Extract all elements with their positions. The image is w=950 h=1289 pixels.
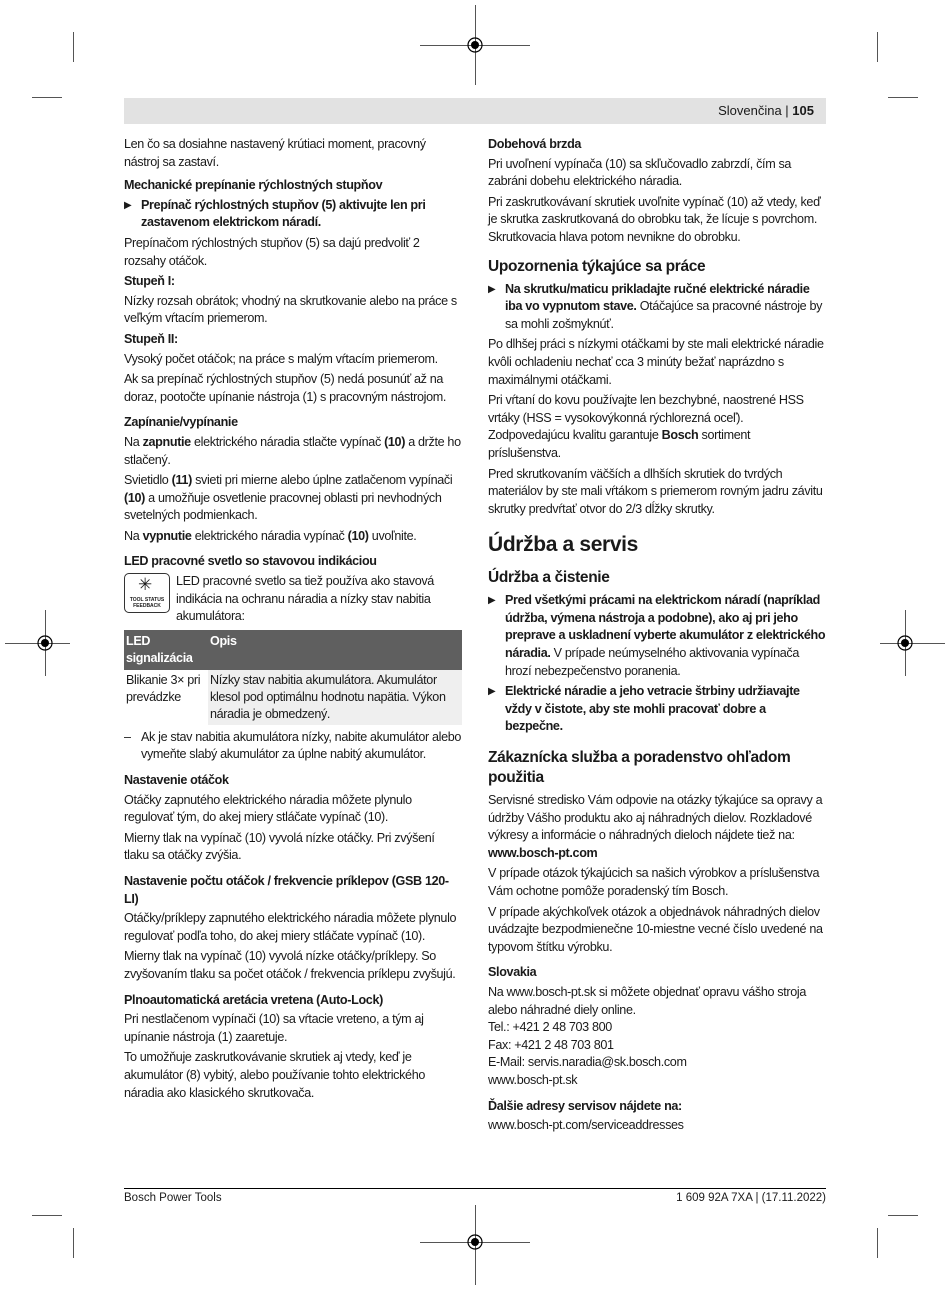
- registration-mark-icon: [895, 633, 915, 653]
- crop-mark: [73, 1228, 74, 1258]
- led-table: [124, 630, 462, 725]
- section-title-cleaning: Údržba a čistenie: [488, 569, 610, 587]
- page-number: 105: [792, 103, 814, 118]
- section-title-mech: Mechanické prepínanie rýchlostných stupňov: [124, 178, 383, 193]
- paragraph: Servisné stredisko Vám odpovie na otázky týkajúce sa opravy a údržby Vášho produktu ako aj náhradných dielov. Rozkladové výkresy a informácie o náhradných dieloch nájdete tiež na: www.bosch-pt.com: [488, 793, 823, 860]
- section-title-autolock: Plnoautomatická aretácia vretena (Auto-Lock): [124, 992, 383, 1007]
- chapter-title: Údržba a servis: [488, 533, 638, 557]
- paragraph: Mierny tlak na vypínač (10) vyvolá nízke otáčky. Pri zvýšení tlaku sa otáčky zvýšia.: [124, 830, 435, 863]
- paragraph: Otáčky/príklepy zapnutého elektrického náradia môžete plynulo regulovať podľa toho, do akej miery stláčate vypínač (10).: [124, 911, 457, 943]
- paragraph: Pri zaskrutkovávaní skrutiek uvoľnite vypínač (10) až vtedy, keď je skrutka zaskrutkovaná do obrobku tak, že lícuje s povrchom. Skrutkovacia hlava potom nevnikne do obrobku.: [488, 194, 821, 244]
- paragraph: Ak sa prepínač rýchlostných stupňov (5) nedá posunúť až na doraz, pootočte upínanie nástroja (1) s pracovným nástrojom.: [124, 372, 447, 404]
- paragraph: Pri nestlačenom vypínači (10) sa vŕtacie vreteno, a tým aj upínanie nástroja (1) zaaretuje.: [124, 1012, 424, 1044]
- subsection-title: Stupeň I:: [124, 274, 175, 289]
- footer-left: Bosch Power Tools: [124, 1192, 222, 1204]
- contact-fax: Fax: +421 2 48 703 801: [488, 1037, 614, 1052]
- crop-mark: [888, 1215, 918, 1216]
- table-header: Opis: [208, 630, 462, 670]
- paragraph: To umožňuje zaskrutkovávanie skrutiek aj vtedy, keď je akumulátor (8) vybitý, alebo používanie tohto elektrického náradia ako klasického skrutkovača.: [124, 1050, 426, 1100]
- section-title-impact: Nastavenie počtu otáčok / frekvencie príklepov (GSB 120-LI): [124, 874, 449, 906]
- paragraph: V prípade otázok týkajúcich sa našich výrobkov a príslušenstva Vám ochotne pomôže poradenský tím Bosch.: [488, 866, 820, 898]
- crop-mark: [877, 32, 878, 62]
- right-column: [488, 136, 826, 1135]
- paragraph: Svietidlo (11) svieti pri mierne alebo úplne zatlačenom vypínači (10) a umožňuje osvetlenie pracovnej oblasti pri nevhodných svetelných podmienkach.: [124, 473, 453, 523]
- crop-mark: [32, 1215, 62, 1216]
- table-cell: Blikanie 3× pri prevádzke: [124, 670, 208, 725]
- section-title-led: LED pracovné svetlo so stavovou indikáciou: [124, 554, 377, 569]
- paragraph: Na zapnutie elektrického náradia stlačte vypínač (10) a držte ho stlačený.: [124, 434, 461, 467]
- crop-mark: [32, 97, 62, 98]
- table-header-row: [124, 630, 462, 670]
- left-column: [124, 136, 462, 1105]
- footer-right: 1 609 92A 7XA | (17.11.2022): [676, 1192, 826, 1204]
- footer-rule: [124, 1188, 826, 1189]
- registration-mark-icon: [35, 633, 55, 653]
- intro-text: Len čo sa dosiahne nastavený krútiaci moment, pracovný nástroj sa zastaví.: [124, 137, 426, 169]
- country-title: Slovakia: [488, 965, 537, 980]
- bosch-link[interactable]: www.bosch-pt.com: [488, 845, 598, 860]
- more-addresses-link[interactable]: www.bosch-pt.com/serviceaddresses: [488, 1118, 684, 1133]
- bullet-triangle-icon: ▶: [488, 686, 496, 698]
- header-language: Slovenčina: [718, 103, 782, 118]
- crop-mark: [888, 97, 918, 98]
- paragraph: Vysoký počet otáčok; na práce s malým vŕtacím priemerom.: [124, 351, 438, 366]
- bullet-triangle-icon: ▶: [124, 199, 132, 211]
- warning-bullet: ▶ Prepínač rýchlostných stupňov (5) aktivujte len pri zastavenom elektrickom náradí.: [124, 197, 426, 230]
- warning-bullet: ▶ Na skrutku/maticu prikladajte ručné elektrické náradie iba vo vypnutom stave. Otáčajúce sa pracovné nástroje by sa mohli zošmyknúť.: [488, 281, 823, 331]
- section-title-service: Zákaznícka služba a poradenstvo ohľadom použitia: [488, 749, 791, 787]
- crop-mark: [73, 32, 74, 62]
- bullet-triangle-icon: ▶: [488, 283, 496, 295]
- crop-mark: [877, 1228, 878, 1258]
- warning-bullet: ▶ Elektrické náradie a jeho vetracie štrbiny udržiavajte vždy v čistote, aby ste mohli pracovať dobre a bezpečne.: [488, 684, 800, 734]
- paragraph: Mierny tlak na vypínač (10) vyvolá nízke otáčky/príklepy. So zvyšovaním tlaku sa počet otáčok / frekvencia príklepu zvyšujú.: [124, 949, 456, 981]
- registration-mark-icon: [465, 35, 485, 55]
- page-header: Slovenčina | 105: [718, 103, 814, 118]
- paragraph: Otáčky zapnutého elektrického náradia môžete plynulo regulovať tým, do akej miery stláčate vypínač (10).: [124, 792, 412, 825]
- paragraph: V prípade akýchkoľvek otázok a objednávok náhradných dielov uvádzajte bezpodmienečne 10-miestne vecné číslo uvedené na typovom štítku výrobku.: [488, 904, 823, 954]
- table-row: [124, 670, 462, 725]
- section-title-onoff: Zapínanie/vypínanie: [124, 415, 238, 430]
- contact-email[interactable]: E-Mail: servis.naradia@sk.bosch.com: [488, 1055, 687, 1070]
- registration-mark-icon: [465, 1232, 485, 1252]
- paragraph: Pri vŕtaní do kovu používajte len bezchybné, naostrené HSS vrtáky (HSS = vysokovýkonná rýchlorezná oceľ). Zodpovedajúcu kvalitu garantuje Bosch sortiment príslušenstva.: [488, 393, 804, 460]
- section-title-speed: Nastavenie otáčok: [124, 773, 229, 788]
- section-title-tips: Upozornenia týkajúce sa práce: [488, 257, 706, 275]
- table-header: LED signalizácia: [124, 630, 208, 670]
- table-cell: Nízky stav nabitia akumulátora. Akumulátor klesol pod optimálnu hodnotu napätia. Výkon náradia je obmedzený.: [208, 670, 462, 725]
- warning-bullet: ▶ Pred všetkými prácami na elektrickom náradí (napríklad údržba, výmena nástroja a podobne), ako aj pri jeho preprave a uskladnení vyberte akumulátor z elektrického náradia. V prípade neúmyselného aktivovania vypínača hrozí nebezpečenstvo poranenia.: [488, 593, 826, 678]
- bullet-triangle-icon: ▶: [488, 595, 496, 607]
- paragraph: Na vypnutie elektrického náradia vypínač (10) uvoľnite.: [124, 528, 417, 543]
- led-info: [124, 573, 462, 626]
- contact-web[interactable]: www.bosch-pt.sk: [488, 1072, 578, 1087]
- paragraph: Po dlhšej práci s nízkymi otáčkami by ste mali elektrické náradie kvôli ochladeniu nechať cca 3 minúty bežať naprázdno s maximálnymi otáčkami.: [488, 337, 824, 387]
- dash-item: – Ak je stav nabitia akumulátora nízky, nabite akumulátor alebo vymeňte slabý akumulátor za úplne nabitý akumulátor.: [124, 729, 462, 762]
- led-text: LED pracovné svetlo sa tiež používa ako stavová indikácia na ochranu náradia a nízky stav nabitia akumulátora:: [176, 574, 434, 624]
- paragraph: Prepínačom rýchlostných stupňov (5) sa dajú predvoliť 2 rozsahy otáčok.: [124, 235, 420, 268]
- contact-tel: Tel.: +421 2 48 703 800: [488, 1020, 612, 1035]
- paragraph: Pred skrutkovaním väčších a dlhších skrutiek do tvrdých materiálov by ste mali vŕtákom s priemerom rovným jadru závitu skrutky predvŕtať otvor do 2/3 dĺžky skrutky.: [488, 466, 823, 516]
- paragraph: Nízky rozsah obrátok; vhodný na skrutkovanie alebo na práce s veľkým vŕtacím priemerom.: [124, 293, 457, 326]
- more-addresses-title: Ďalšie adresy servisov nájdete na:: [488, 1098, 682, 1113]
- tool-status-feedback-icon: ✳ TOOL STATUS FEEDBACK: [124, 573, 170, 613]
- section-title-brake: Dobehová brzda: [488, 137, 582, 151]
- subsection-title: Stupeň II:: [124, 331, 178, 346]
- paragraph: Pri uvoľnení vypínača (10) sa skľučovadlo zabrzdí, čím sa zabráni dobehu elektrického náradia.: [488, 156, 792, 189]
- paragraph: Na www.bosch-pt.sk si môžete objednať opravu vášho stroja alebo náhradné diely online.: [488, 984, 806, 1017]
